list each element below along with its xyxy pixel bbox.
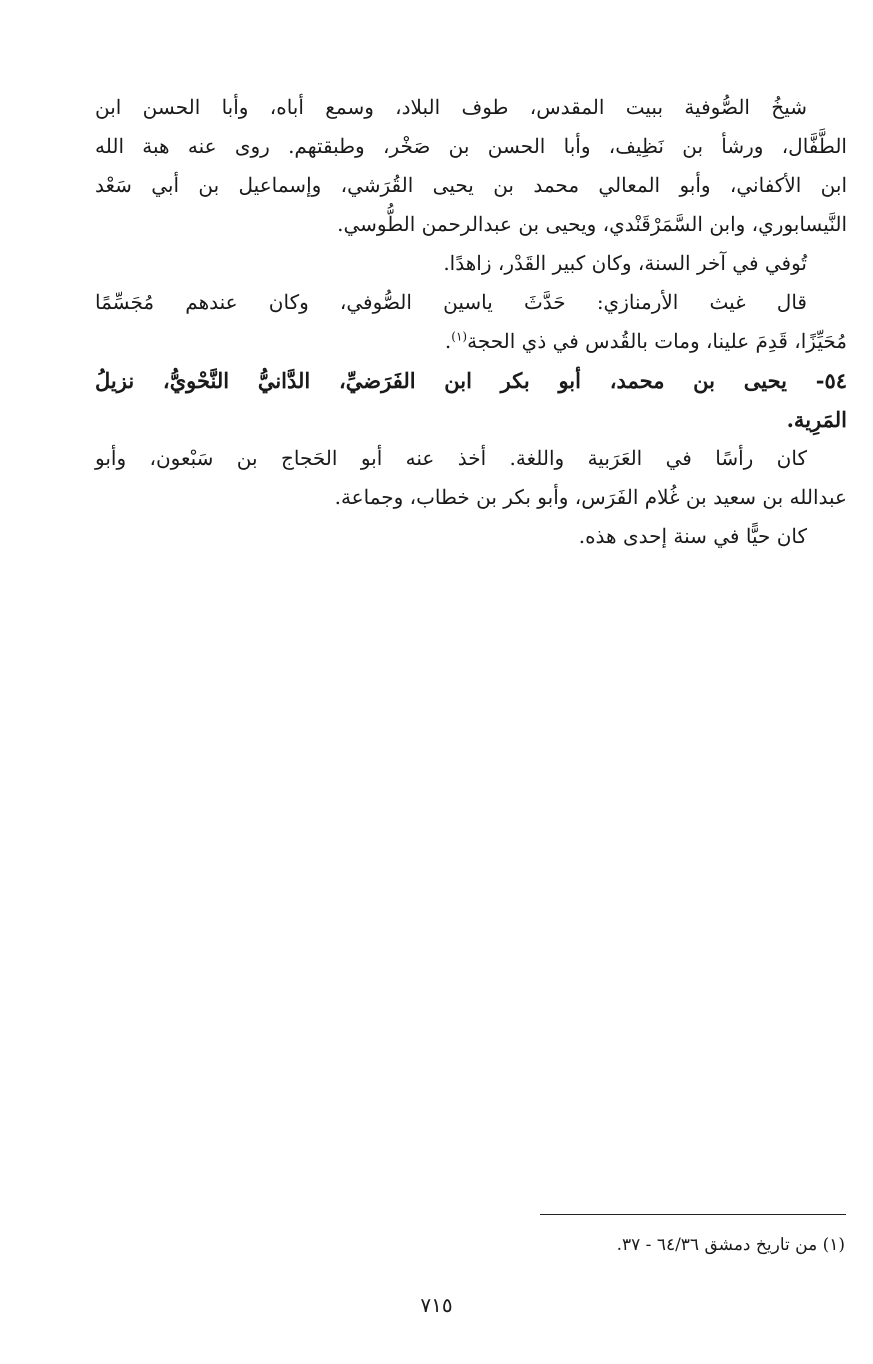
page-number: ٧١٥ — [420, 1293, 453, 1317]
text-line: النَّيسابوري، وابن السَّمَرْقَنْدي، ويحيى بن عبدالرحمن الطُّوسي. — [337, 212, 847, 236]
footnote-divider — [540, 1214, 846, 1215]
text-line: قال غيث الأرمنازي: حَدَّثَ ياسين الصُّوفي، وكان عندهم مُجَسِّمًا — [95, 290, 807, 314]
text-line: الطَّفَّال، ورشأ بن نَظِيف، وأبا الحسن بن صَخْر، وطبقتهم. روى عنه هبة الله — [95, 134, 847, 158]
text-segment: مُحَيِّزًا، قَدِمَ علينا، ومات بالقُدس في ذي الحجة — [467, 329, 847, 353]
text-line-with-footnote — [95, 322, 847, 361]
text-line: كان رأسًا في العَرَبية واللغة. أخذ عنه أبو الحَجاج بن سَبْعون، وأبو — [95, 446, 807, 470]
text-line: تُوفي في آخر السنة، وكان كبير القَدْر، زاهدًا. — [443, 251, 807, 275]
text-line: كان حيًّا في سنة إحدى هذه. — [578, 524, 807, 548]
footnote: (١) من تاريخ دمشق ٦٤/٣٦ - ٣٧. — [616, 1235, 845, 1255]
text-line: ابن الأكفاني، وأبو المعالي محمد بن يحيى القُرَشي، وإسماعيل بن أبي سَعْد — [95, 173, 847, 197]
entry-heading: ٥٤- يحيى بن محمد، أبو بكر ابن الفَرَضيِّ، الدَّانيُّ النَّحْويُّ، نزيلُ — [95, 368, 847, 393]
body-text — [95, 88, 847, 556]
period: . — [444, 329, 452, 353]
entry-heading-continued: المَرِية. — [786, 407, 847, 432]
text-line: عبدالله بن سعيد بن غُلام الفَرَس، وأبو بكر بن خطاب، وجماعة. — [334, 485, 847, 509]
footnote-marker: (١) — [451, 329, 468, 344]
text-line: شيخُ الصُّوفية ببيت المقدس، طوف البلاد، وسمع أباه، وأبا الحسن ابن — [95, 95, 807, 119]
